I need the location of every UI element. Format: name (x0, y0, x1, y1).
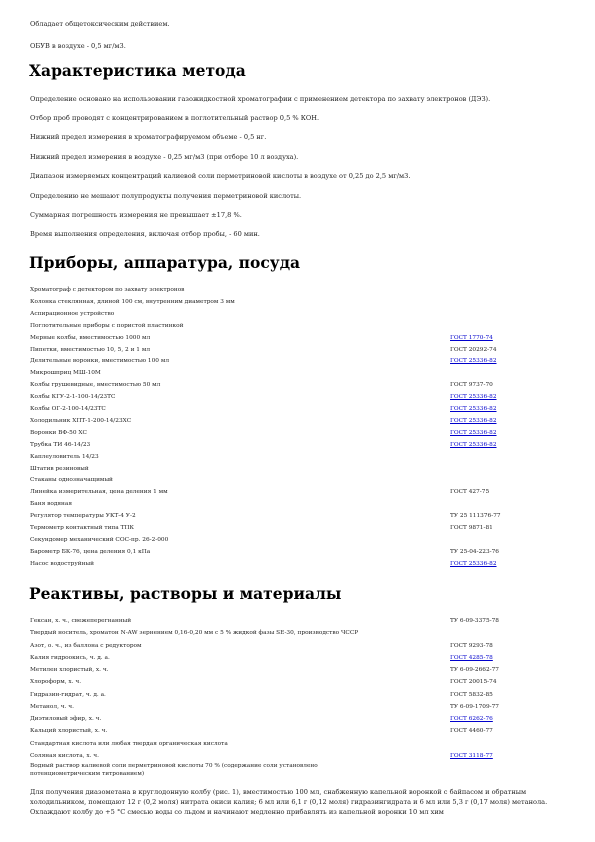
item-name: Стандартная кислота или любая твердая органическая кислота (30, 741, 228, 747)
item-name: Насос водоструйный (30, 560, 94, 567)
item-name: Метилен хлористый, х. ч. (30, 667, 109, 673)
paragraph: Отбор проб проводят с концентрированием в поглотительный раствор 0,5 % КОН. (30, 114, 320, 122)
item-name: Соляная кислота, х. ч. (30, 753, 99, 759)
table-row (30, 628, 570, 638)
item-name: Барометр БК-76, цена деления 0,1 кПа (30, 548, 151, 555)
standard-link[interactable]: ГОСТ 25336-82 (450, 417, 497, 424)
section-heading: Характеристика метода (29, 61, 246, 80)
table-row (30, 559, 570, 569)
item-name: Хроматограф с детектором по захвату электронов (30, 287, 185, 293)
standard-link[interactable]: ГОСТ 6262-76 (450, 716, 493, 722)
item-name: Кальций хлористый, х. ч. (30, 728, 108, 734)
table-row (30, 653, 570, 663)
table-row (30, 321, 570, 331)
table-row (30, 665, 570, 675)
table-row (30, 762, 570, 782)
paragraph: Суммарная погрешность измерения не превышает ±17,8 %. (30, 211, 242, 219)
item-name: Гидразин-гидрат, ч. д. а. (30, 692, 106, 698)
paragraph: Диапазон измеряемых концентраций калиевой соли перметриновой кислоты в воздухе от 0,25 до 2,5 мг/м3. (30, 172, 411, 180)
item-name: Штатив резиновый (30, 465, 89, 472)
table-row (30, 464, 570, 474)
paragraph: Определение основано на использовании газожидкостной хроматографии с применением детектора по захвату электронов (ДЭЗ). (30, 95, 491, 103)
standard-ref: ТУ 6-09-3375-78 (450, 618, 499, 624)
standard-ref: ГОСТ 427-75 (450, 489, 490, 496)
item-name: Воронки ВФ-50 ХС (30, 429, 87, 436)
table-row (30, 616, 570, 626)
paragraph: Время выполнения определения, включая отбор пробы, - 60 мин. (30, 230, 260, 238)
table-row (30, 452, 570, 462)
standard-ref: ГОСТ 4460-77 (450, 728, 493, 734)
table-row (30, 440, 570, 450)
item-name: Секундомер механический СОС-пр. 26-2-000 (30, 536, 169, 543)
table-row (30, 285, 570, 295)
table-row (30, 333, 570, 343)
table-row (30, 739, 570, 749)
table-row (30, 392, 570, 402)
intro-line: Обладает общетоксическим действием. (30, 20, 170, 28)
paragraph: Определению не мешают полупродукты получения перметриновой кислоты. (30, 192, 302, 200)
item-name: Колбы ОГ-2-100-14/23ТС (30, 406, 106, 412)
standard-link[interactable]: ГОСТ 25336-82 (450, 406, 497, 412)
item-name: Пипетки, вместимостью 10, 5, 2 и 1 мл (30, 346, 151, 353)
item-name: Метанол, ч. ч. (30, 704, 74, 710)
standard-ref: ТУ 25 111376-77 (450, 513, 501, 520)
item-name: Твердый носитель, хроматон N-AW зернением 0,16-0,20 мм с 5 % жидкой фазы SE-30, производство ЧССР (30, 630, 359, 636)
item-name: Колбы грушевидные, вместимостью 50 мл (30, 382, 161, 389)
table-row (30, 428, 570, 438)
item-name: Поглотительные приборы с пористой пластинкой (30, 322, 184, 329)
standard-ref: ГОСТ 20015-74 (450, 679, 497, 685)
standard-ref: ГОСТ 9871-81 (450, 525, 493, 531)
table-row (30, 380, 570, 390)
item-name: Диэтиловый эфир, х. ч. (30, 716, 102, 722)
paragraph: Нижний предел измерения в хроматографируемом объеме - 0,5 нг. (30, 133, 267, 141)
standard-ref: ТУ 25-04-223-76 (450, 548, 499, 555)
table-row (30, 726, 570, 736)
table-row (30, 751, 570, 761)
table-row (30, 702, 570, 712)
intro-line: ОБУВ в воздухе - 0,5 мг/м3. (30, 42, 126, 50)
table-row (30, 547, 570, 557)
table-row (30, 368, 570, 378)
item-name: Регулятор температуры УКТ-4 У-2 (30, 513, 136, 520)
item-name: Баня водяная (30, 501, 73, 508)
table-row (30, 345, 570, 355)
table-row (30, 641, 570, 651)
table-row (30, 535, 570, 545)
table-row (30, 416, 570, 426)
standard-link[interactable]: ГОСТ 25336-82 (450, 429, 497, 436)
standard-link[interactable]: ГОСТ 25336-82 (450, 394, 497, 401)
table-row (30, 690, 570, 700)
standard-ref: ГОСТ 9293-78 (450, 643, 493, 649)
item-name: Мерные колбы, вместимостью 1000 мл (30, 334, 151, 341)
table-row (30, 297, 570, 307)
table-row (30, 475, 570, 485)
table-row (30, 499, 570, 509)
standard-link[interactable]: ГОСТ 3118-77 (450, 753, 493, 759)
item-name: Калия гидроокись, ч. д. а. (30, 655, 110, 661)
standard-ref: ТУ 6-09-2662-77 (450, 667, 499, 673)
standard-link[interactable]: ГОСТ 25336-82 (450, 560, 497, 567)
table-row (30, 714, 570, 724)
standard-link[interactable]: ГОСТ 1770-74 (450, 334, 493, 341)
standard-ref: ГОСТ 9737-70 (450, 382, 493, 389)
item-name: Холодильник ХПТ-1-200-14/23ХС (30, 417, 132, 424)
table-row (30, 523, 570, 533)
table-row (30, 511, 570, 521)
table-row (30, 309, 570, 319)
paragraph: Нижний предел измерения в воздухе - 0,25 мг/м3 (при отборе 10 л воздуха). (30, 153, 299, 161)
item-name: Трубка ТИ 46-14/23 (30, 441, 91, 448)
standard-link[interactable]: ГОСТ 4285-78 (450, 655, 493, 661)
standard-ref: ГОСТ 20292-74 (450, 346, 497, 353)
section-heading: Реактивы, растворы и материалы (29, 584, 342, 603)
closing-paragraph: Для получения диазометана в круглодонную колбу (рис. 1), вместимостью 100 мл, снабженную капельной воронкой с байпасом и обратным холодильником, помещают 12 г (0,2 моля) нитрата окиси калия; 6 мл или 6,1 г (0,12 моля) гидразингидрата и 6 мл или 5,3 г (0,17 моля) метанола. Охлаждают колбу до +5 °С смесью воды со льдом и начинают медленно прибавлять из капельной воронки 10 мл хим (30, 788, 548, 816)
item-name: Делительные воронки, вместимостью 100 мл (30, 358, 170, 365)
standard-ref: ГОСТ 5832-85 (450, 692, 493, 698)
item-name: Колбы КГУ-2-1-100-14/23ТС (30, 394, 116, 401)
item-name: Аспирационное устройство (30, 310, 115, 317)
standard-link[interactable]: ГОСТ 25336-82 (450, 358, 497, 365)
section-heading: Приборы, аппаратура, посуда (29, 253, 301, 272)
standard-ref: ТУ 6-09-1709-77 (450, 704, 499, 710)
standard-link[interactable]: ГОСТ 25336-82 (450, 441, 497, 448)
item-name: Линейка измерительная, цена деления 1 мм (30, 489, 168, 496)
item-name: Колонка стеклянная, длиной 100 см, внутренним диаметром 3 мм (30, 298, 235, 305)
item-name: Термометр контактный типа ТПК (30, 525, 135, 531)
item-name: Хлороформ, х. ч. (30, 679, 82, 685)
table-row (30, 487, 570, 497)
table-row (30, 404, 570, 414)
table-row (30, 677, 570, 687)
item-name: Каплеуловитель 14/23 (30, 453, 99, 460)
item-name: Гексан, х. ч., свежеперегнанный (30, 618, 132, 624)
table-row (30, 356, 570, 366)
item-name: Стаканы однозначащимый (30, 477, 113, 484)
item-name: Азот, о. ч., из баллона с редуктором (30, 643, 142, 649)
item-name: Микрошприц МШ-10М (30, 370, 101, 377)
item-name: Водный раствор калиевой соли перметриновой кислоты 70 % (содержание соли установлено потенциометрическим титрованием) (30, 763, 318, 777)
